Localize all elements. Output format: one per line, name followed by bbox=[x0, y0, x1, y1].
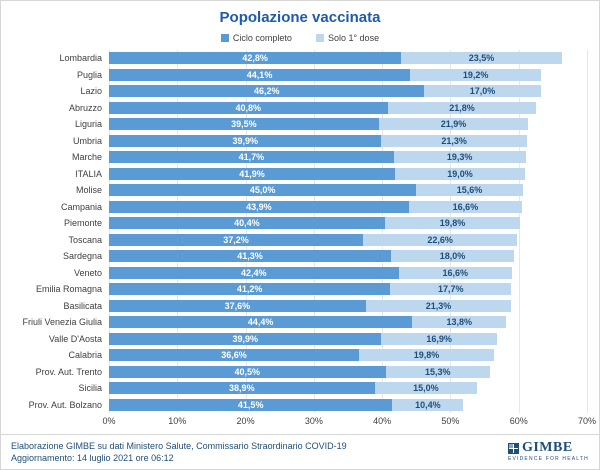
legend-item-solo-1-dose bbox=[316, 33, 379, 43]
bar-row bbox=[109, 100, 587, 117]
category-label: Friuli Venezia Giulia bbox=[22, 317, 102, 327]
x-tick-label: 20% bbox=[236, 416, 255, 426]
bar-segment-solo-1-dose bbox=[391, 250, 514, 262]
category-label: Sicilia bbox=[78, 383, 102, 393]
bar-segment-solo-1-dose bbox=[366, 300, 511, 312]
x-tick-label: 0% bbox=[102, 416, 116, 426]
value-label: 46,2% bbox=[253, 86, 280, 97]
bar-row bbox=[109, 248, 587, 265]
category-label: Basilicata bbox=[63, 300, 102, 311]
bar-row bbox=[109, 83, 587, 100]
bar-row bbox=[109, 364, 587, 381]
x-tick-label: 50% bbox=[441, 416, 460, 426]
bar-segment-ciclo-completo bbox=[109, 85, 424, 97]
value-label: 39,5% bbox=[231, 119, 257, 130]
bar-segment-ciclo-completo bbox=[109, 168, 395, 180]
bar-row bbox=[109, 199, 587, 216]
value-label: 43,9% bbox=[246, 201, 272, 212]
bar-row bbox=[109, 232, 587, 249]
legend-item-ciclo-completo bbox=[221, 33, 292, 43]
bar-row bbox=[109, 166, 587, 183]
bar-segment-solo-1-dose bbox=[359, 349, 494, 361]
value-label: 15,3% bbox=[425, 366, 451, 377]
category-label: Sardegna bbox=[62, 251, 102, 261]
bar-segment-ciclo-completo bbox=[109, 234, 363, 246]
bar-chart bbox=[9, 50, 597, 429]
category-label: Campania bbox=[60, 201, 102, 212]
gimbe-logo-icon bbox=[508, 443, 519, 454]
bar-segment-solo-1-dose bbox=[375, 382, 477, 394]
value-label: 21,3% bbox=[441, 135, 467, 146]
category-label: Valle D'Aosta bbox=[48, 333, 102, 344]
value-label: 17,0% bbox=[469, 86, 496, 97]
category-label: Marche bbox=[71, 152, 102, 162]
bar-segment-ciclo-completo bbox=[109, 52, 401, 64]
category-label: Emilia Romagna bbox=[35, 284, 102, 294]
bar-row bbox=[109, 331, 587, 348]
bar-segment-ciclo-completo bbox=[109, 349, 359, 361]
value-label: 21,3% bbox=[425, 300, 452, 311]
category-label: Lombardia bbox=[59, 53, 102, 63]
footer bbox=[1, 434, 599, 469]
bar-segment-solo-1-dose bbox=[379, 118, 529, 130]
value-label: 16,9% bbox=[426, 333, 452, 344]
category-label: Toscana bbox=[68, 234, 102, 245]
value-label: 23,5% bbox=[468, 53, 495, 64]
bar-segment-ciclo-completo bbox=[109, 399, 392, 411]
value-label: 15,0% bbox=[413, 383, 439, 394]
bar-segment-solo-1-dose bbox=[388, 102, 537, 114]
category-label: Liguria bbox=[74, 119, 102, 129]
bar-segment-ciclo-completo bbox=[109, 135, 381, 147]
bar-segment-ciclo-completo bbox=[109, 267, 399, 279]
bar-row bbox=[109, 67, 587, 84]
value-label: 41,2% bbox=[236, 284, 263, 295]
value-label: 36,6% bbox=[221, 350, 247, 361]
legend-swatch-ciclo-completo-icon bbox=[221, 34, 229, 42]
value-label: 44,4% bbox=[247, 317, 274, 328]
value-label: 42,4% bbox=[241, 267, 267, 278]
x-tick-label: 40% bbox=[373, 416, 392, 426]
value-label: 38,9% bbox=[229, 383, 255, 394]
x-tick-label: 70% bbox=[577, 416, 597, 426]
bar-segment-solo-1-dose bbox=[386, 366, 490, 378]
gimbe-logo-tagline: EVIDENCE FOR HEALTH bbox=[507, 456, 589, 462]
bar-segment-solo-1-dose bbox=[424, 85, 540, 97]
bar-row bbox=[109, 50, 587, 67]
bar-segment-solo-1-dose bbox=[381, 135, 526, 147]
category-label: Puglia bbox=[76, 69, 102, 80]
bar-segment-solo-1-dose bbox=[381, 333, 496, 345]
bar-segment-solo-1-dose bbox=[416, 184, 523, 196]
bar-segment-ciclo-completo bbox=[109, 250, 391, 262]
value-label: 22,6% bbox=[427, 234, 453, 245]
value-label: 21,9% bbox=[440, 119, 467, 130]
x-axis bbox=[9, 413, 597, 429]
category-label: Prov. Aut. Bolzano bbox=[28, 399, 102, 410]
update-line: Aggiornamento: 14 luglio 2021 ore 06:12 bbox=[11, 453, 174, 463]
bar-segment-solo-1-dose bbox=[390, 283, 511, 295]
x-axis-ticks bbox=[102, 413, 597, 429]
source-note bbox=[11, 440, 347, 464]
value-label: 39,9% bbox=[232, 333, 258, 344]
legend bbox=[1, 33, 599, 43]
bar-segment-ciclo-completo bbox=[109, 283, 390, 295]
bar-segment-solo-1-dose bbox=[385, 217, 520, 229]
value-label: 19,3% bbox=[446, 152, 473, 163]
value-label: 40,5% bbox=[234, 366, 261, 377]
legend-label: Solo 1° dose bbox=[327, 33, 380, 43]
bar-row bbox=[109, 347, 587, 364]
category-label: ITALIA bbox=[75, 168, 102, 179]
bar-segment-solo-1-dose bbox=[409, 201, 522, 213]
bar-segment-ciclo-completo bbox=[109, 69, 410, 81]
category-label: Prov. Aut. Trento bbox=[35, 366, 102, 377]
value-label: 39,9% bbox=[232, 135, 258, 146]
source-line: Elaborazione GIMBE su dati Ministero Salute, Commissario Straordinario COVID-19 bbox=[11, 441, 347, 451]
value-label: 41,7% bbox=[238, 152, 265, 163]
value-label: 44,1% bbox=[246, 69, 273, 80]
x-tick-label: 60% bbox=[509, 416, 528, 426]
bar-segment-solo-1-dose bbox=[392, 399, 463, 411]
bar-segment-ciclo-completo bbox=[109, 366, 386, 378]
bar-segment-solo-1-dose bbox=[399, 267, 512, 279]
bar-row bbox=[109, 116, 587, 133]
bar-row bbox=[109, 215, 587, 232]
value-label: 40,8% bbox=[235, 102, 262, 113]
bar-segment-solo-1-dose bbox=[394, 151, 526, 163]
value-label: 19,2% bbox=[462, 69, 489, 80]
bar-segment-ciclo-completo bbox=[109, 316, 412, 328]
value-label: 41,5% bbox=[237, 399, 264, 410]
bar-segment-ciclo-completo bbox=[109, 382, 375, 394]
category-axis bbox=[9, 50, 109, 413]
value-label: 19,0% bbox=[447, 168, 473, 179]
bar-segment-ciclo-completo bbox=[109, 151, 394, 163]
bar-segment-solo-1-dose bbox=[363, 234, 517, 246]
bar-segment-ciclo-completo bbox=[109, 184, 416, 196]
category-label: Abruzzo bbox=[68, 102, 102, 113]
category-label: Piemonte bbox=[63, 218, 102, 228]
bar-segment-ciclo-completo bbox=[109, 102, 388, 114]
gimbe-logo-text: GIMBE bbox=[521, 440, 573, 455]
bar-row bbox=[109, 149, 587, 166]
value-label: 16,6% bbox=[452, 201, 479, 212]
value-label: 13,8% bbox=[446, 317, 473, 328]
value-label: 19,8% bbox=[439, 218, 466, 229]
gridline bbox=[587, 50, 588, 413]
value-label: 37,2% bbox=[223, 234, 249, 245]
bar-segment-solo-1-dose bbox=[410, 69, 541, 81]
value-label: 18,0% bbox=[439, 251, 466, 262]
x-tick-label: 10% bbox=[168, 416, 187, 426]
value-label: 41,3% bbox=[237, 251, 263, 262]
chart-title: Popolazione vaccinata bbox=[219, 9, 381, 26]
value-label: 16,6% bbox=[442, 267, 468, 278]
value-label: 45,0% bbox=[249, 185, 276, 196]
category-label: Calabria bbox=[68, 350, 102, 360]
gimbe-logo bbox=[508, 442, 589, 462]
category-label: Lazio bbox=[80, 86, 102, 96]
legend-swatch-solo-1-dose-icon bbox=[316, 34, 324, 42]
category-label: Umbria bbox=[72, 135, 102, 146]
bar-segment-ciclo-completo bbox=[109, 118, 379, 130]
category-label: Veneto bbox=[73, 267, 102, 278]
legend-label: Ciclo completo bbox=[232, 33, 292, 43]
bar-segment-ciclo-completo bbox=[109, 300, 366, 312]
bar-row bbox=[109, 133, 587, 150]
bar-segment-ciclo-completo bbox=[109, 333, 381, 345]
x-tick-label: 30% bbox=[304, 416, 323, 426]
value-label: 17,7% bbox=[437, 284, 464, 295]
category-label: Molise bbox=[75, 185, 102, 195]
value-label: 10,4% bbox=[415, 399, 441, 410]
bar-row bbox=[109, 397, 587, 414]
value-label: 41,9% bbox=[239, 168, 265, 179]
bar-segment-solo-1-dose bbox=[395, 168, 525, 180]
value-label: 40,4% bbox=[234, 218, 260, 229]
bar-row bbox=[109, 281, 587, 298]
value-label: 42,8% bbox=[242, 53, 268, 64]
bar-row bbox=[109, 265, 587, 282]
bar-row bbox=[109, 298, 587, 315]
bar-segment-ciclo-completo bbox=[109, 201, 409, 213]
value-label: 15,6% bbox=[456, 185, 483, 196]
bar-segment-solo-1-dose bbox=[401, 52, 561, 64]
bar-segment-ciclo-completo bbox=[109, 217, 385, 229]
bar-row bbox=[109, 314, 587, 331]
value-label: 37,6% bbox=[224, 300, 251, 311]
value-label: 21,8% bbox=[449, 102, 475, 113]
plot-area bbox=[109, 50, 587, 413]
bar-row bbox=[109, 380, 587, 397]
value-label: 19,8% bbox=[413, 350, 440, 361]
bar-segment-solo-1-dose bbox=[412, 316, 506, 328]
bar-row bbox=[109, 182, 587, 199]
